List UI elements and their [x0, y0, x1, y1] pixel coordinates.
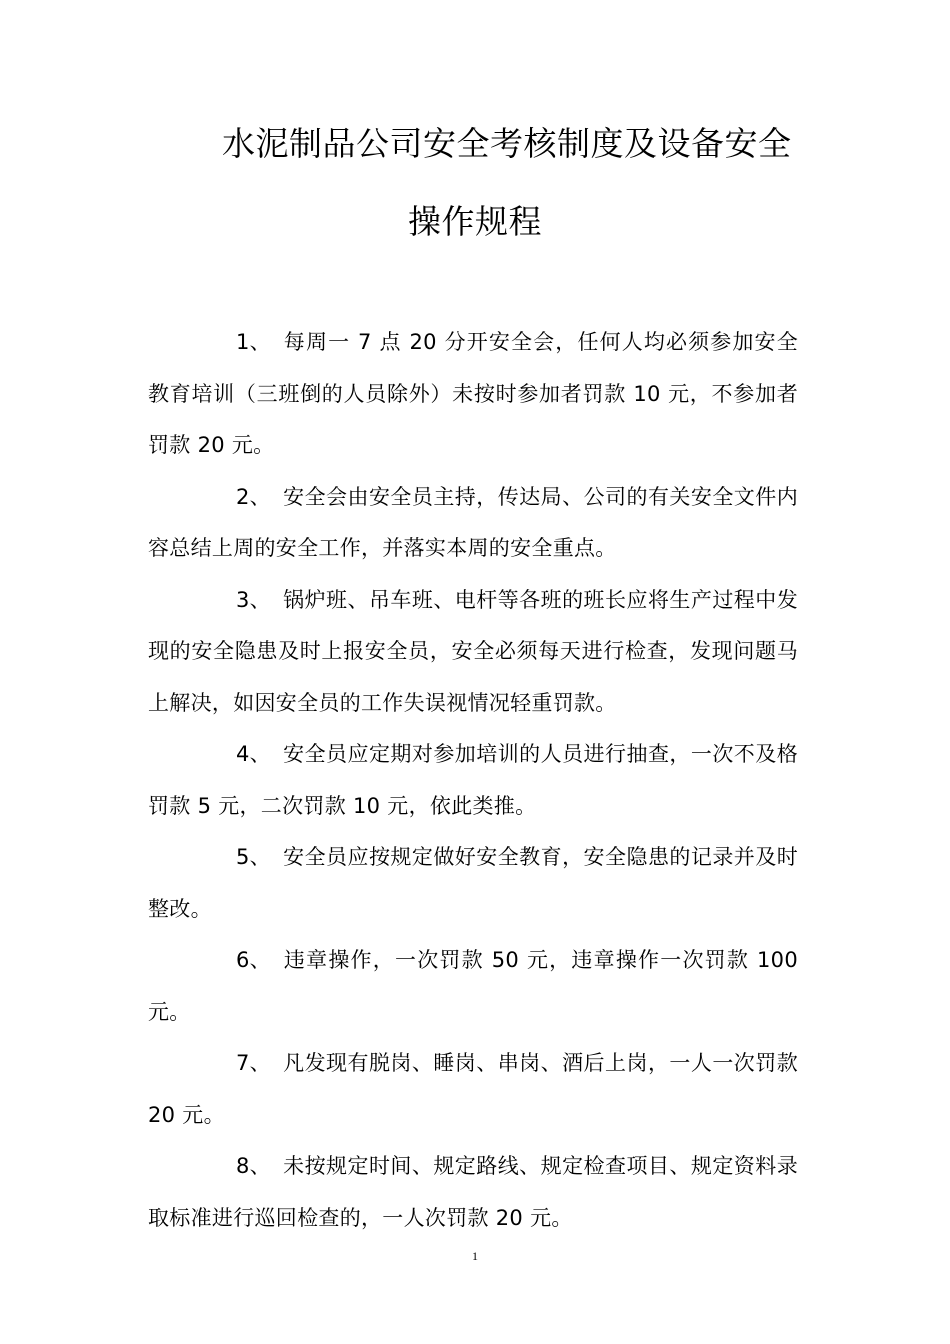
- rule-number: 2、: [236, 484, 271, 509]
- rule-paragraph-3: [148, 575, 798, 730]
- rule-paragraph-4: [148, 729, 798, 832]
- rule-number: 8、: [236, 1154, 271, 1178]
- document-title-line-1: 水泥制品公司安全考核制度及设备安全: [222, 124, 792, 163]
- rule-text: 违章操作，一次罚款 50 元，违章操作一次罚款 100 元。: [148, 948, 798, 1024]
- rule-number: 1、: [236, 330, 271, 354]
- rule-number: 6、: [236, 948, 271, 972]
- rule-paragraph-6: [148, 935, 798, 1038]
- rule-text: 每周一 7 点 20 分开安全会，任何人均必须参加安全教育培训（三班倒的人员除外）未按时参加者罚款 10 元，不参加者罚款 20 元。: [148, 330, 798, 457]
- rule-paragraph-2: [148, 472, 798, 575]
- rule-text: 安全会由安全员主持，传达局、公司的有关安全文件内容总结上周的安全工作，并落实本周的安全重点。: [148, 484, 798, 560]
- rule-number: 4、: [236, 742, 271, 766]
- rule-text: 未按规定时间、规定路线、规定检查项目、规定资料录取标准进行巡回检查的，一人次罚款 20 元。: [148, 1154, 798, 1230]
- rule-number: 3、: [236, 587, 271, 612]
- rule-number: 5、: [236, 845, 271, 869]
- rule-number: 7、: [236, 1051, 271, 1075]
- rule-text: 凡发现有脱岗、睡岗、串岗、酒后上岗，一人一次罚款 20 元。: [148, 1051, 798, 1127]
- document-body: [148, 317, 798, 1244]
- rule-paragraph-8: [148, 1141, 798, 1244]
- rule-text: 安全员应定期对参加培训的人员进行抽查，一次不及格罚款 5 元，二次罚款 10 元，依此类推。: [148, 742, 798, 818]
- page-number: 1: [472, 1249, 478, 1263]
- rule-paragraph-1: [148, 317, 798, 472]
- rule-paragraph-5: [148, 832, 798, 935]
- rule-paragraph-7: [148, 1038, 798, 1141]
- rule-text: 锅炉班、吊车班、电杆等各班的班长应将生产过程中发现的安全隐患及时上报安全员，安全必须每天进行检查，发现问题马上解决，如因安全员的工作失误视情况轻重罚款。: [148, 587, 798, 715]
- rule-text: 安全员应按规定做好安全教育，安全隐患的记录并及时整改。: [148, 845, 798, 921]
- document-title-line-2: 操作规程: [408, 202, 542, 241]
